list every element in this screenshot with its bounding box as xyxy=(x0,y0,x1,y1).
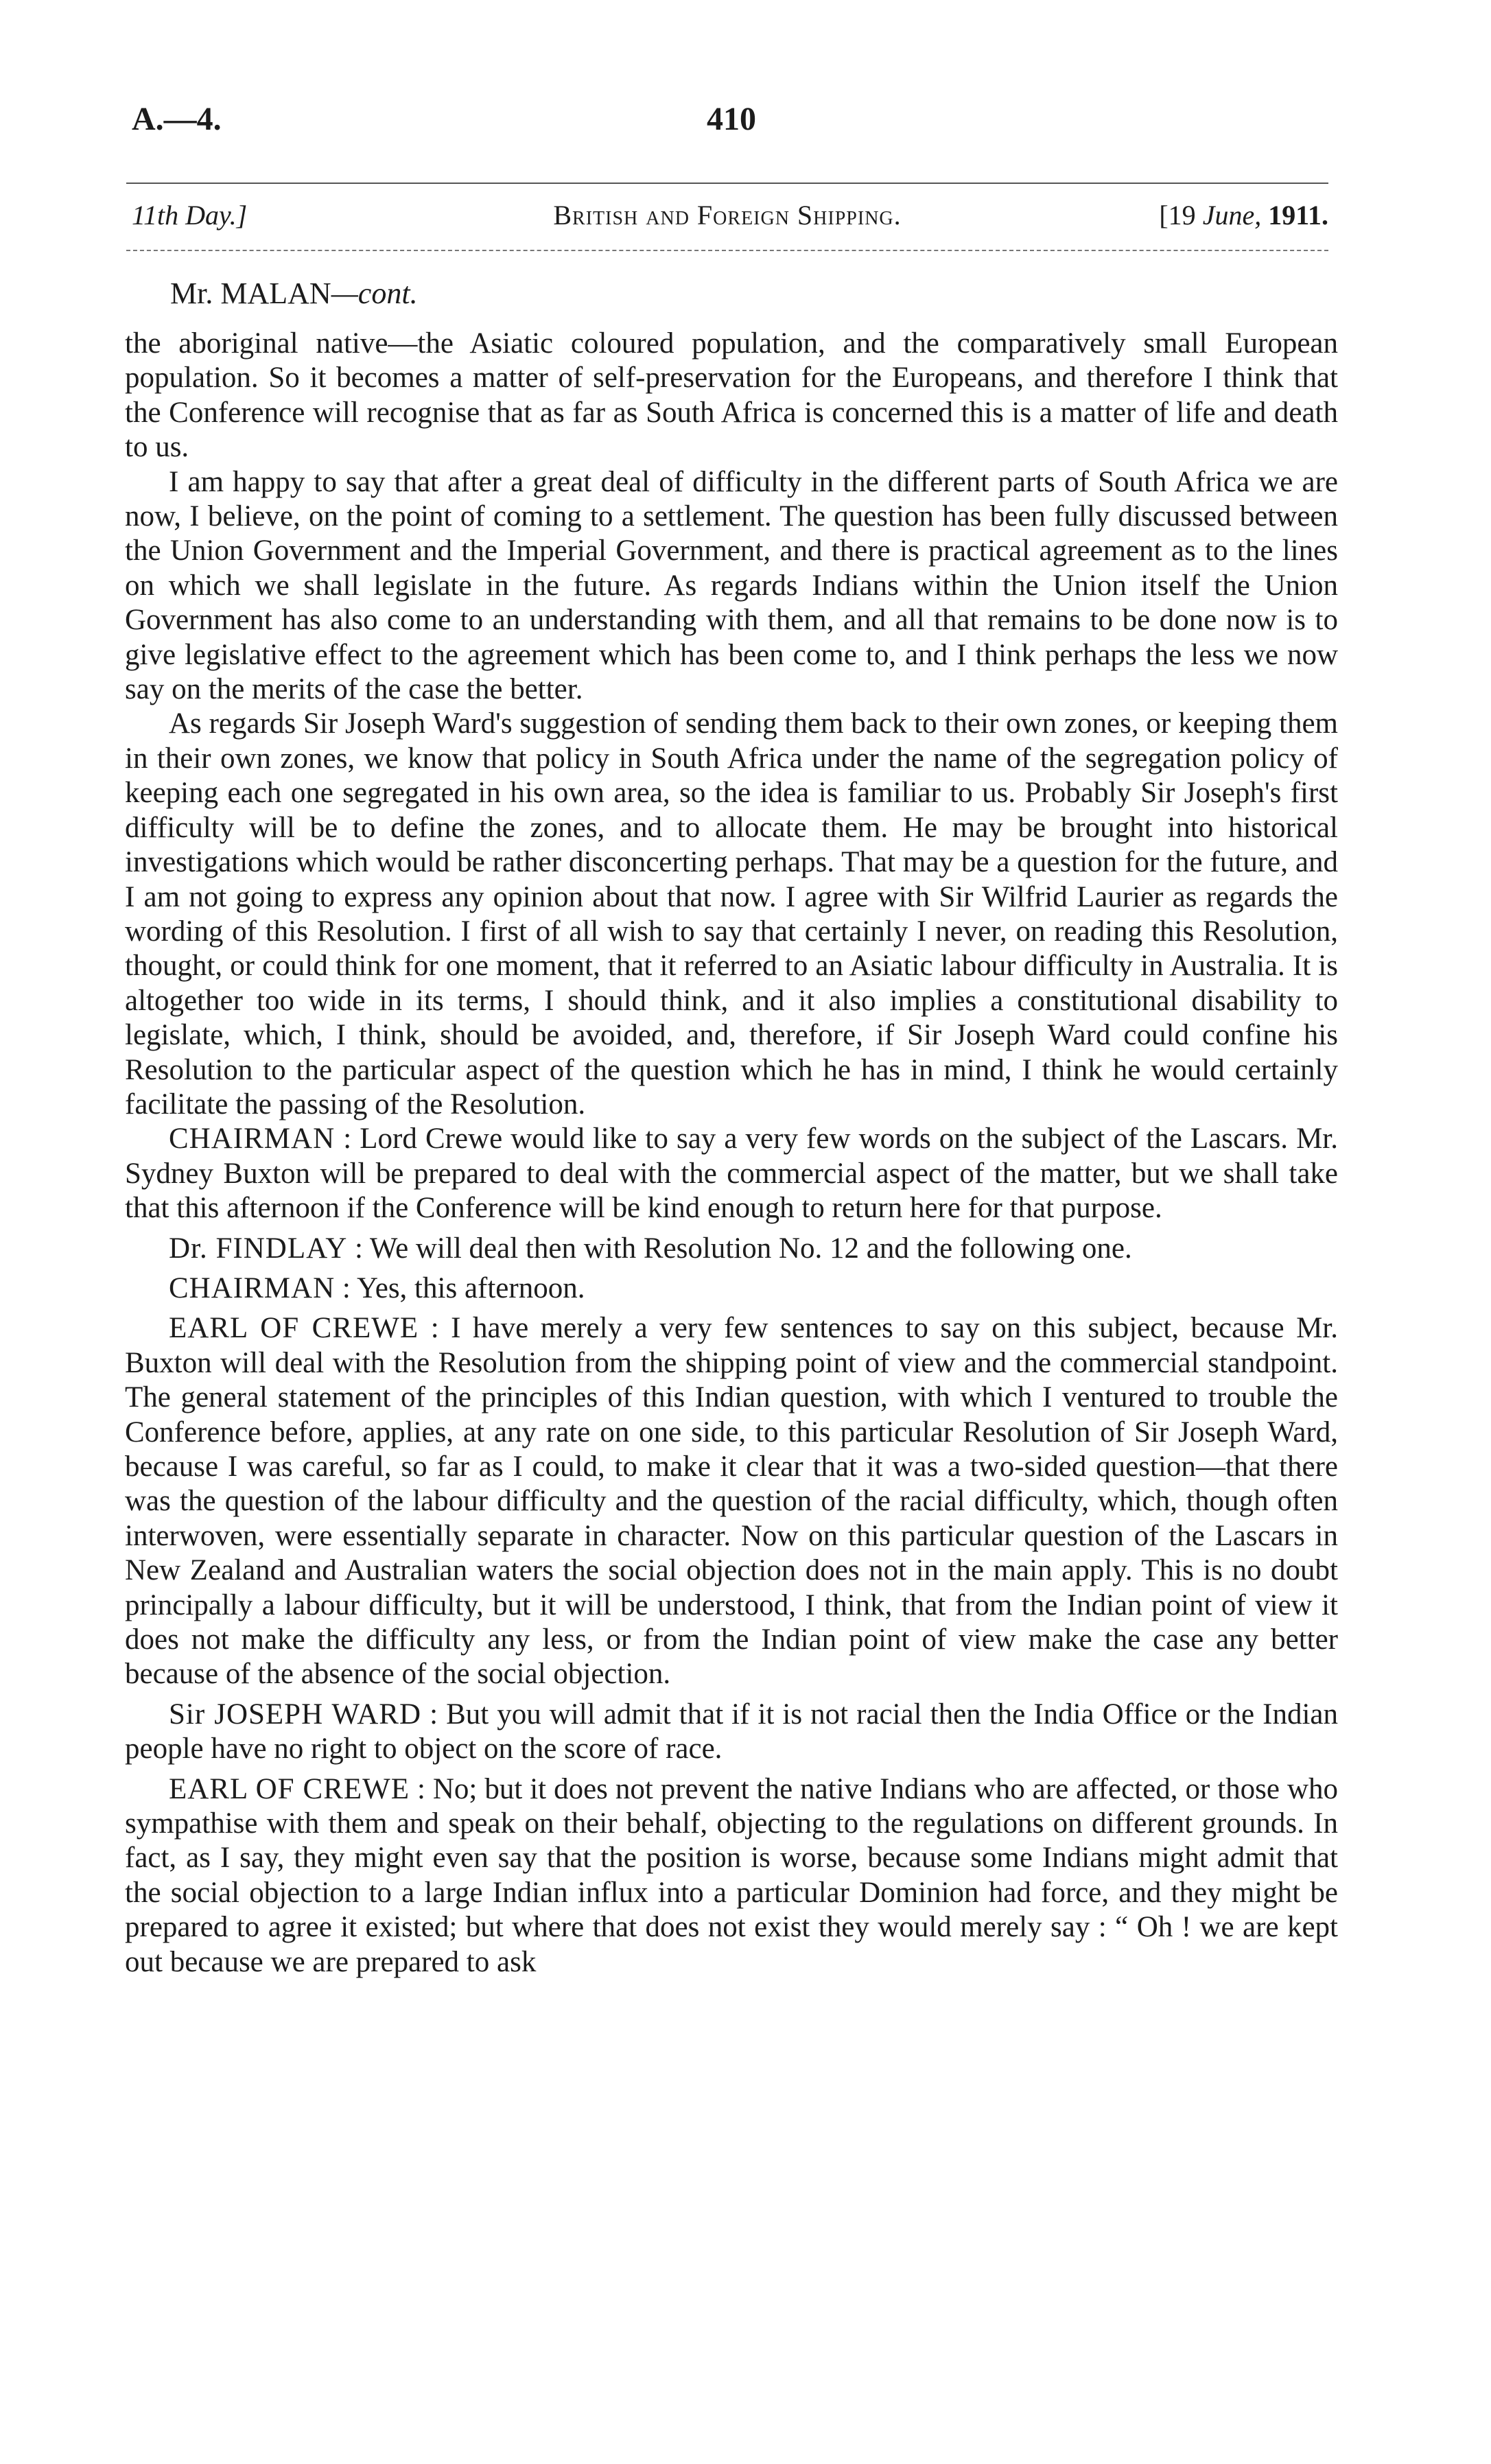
continued-marker: —cont. xyxy=(331,277,418,310)
paragraph-text: : Yes, this afternoon. xyxy=(342,1271,585,1304)
paragraph-text: : But you will admit that if it is not racial then the India Office or the Indian people have no right to object on the score of race. xyxy=(125,1698,1339,1765)
paragraph-speaker: EARL OF CREWE xyxy=(169,1772,410,1805)
paragraph-text: As regards Sir Joseph Ward's suggestion of sending them back to their own zones, or keeping them in their own zones, we know that policy in South Africa under the name of the segregation policy of keeping each one segregated in his own area, so the idea is familiar to us. Probably Sir Joseph's first difficulty will be to define the zones, and to allocate them. He may be brought into historical investigations which would be rather disconcerting perhaps. That may be a question for the future, and I am not going to express any opinion about that now. I agree with Sir Wilfrid Laurier as regards the wording of this Resolution. I first of all wish to say that certainly I never, on reading this Resolution, thought, or could think for one moment, that it referred to an Asiatic labour difficulty in Australia. It is altogether too wide in its terms, I should think, and it also implies a constitutional disability to legislate, which, I think, should be avoided, and, therefore, if Sir Joseph Ward could confine his Resolution to the particular aspect of the question which he has in mind, I think he would certainly facilitate the passing of the Resolution. xyxy=(125,707,1338,1120)
paragraph-speaker: Dr. FINDLAY xyxy=(169,1232,348,1265)
running-head xyxy=(126,199,1328,240)
body-text xyxy=(125,327,1338,1980)
date-prefix: [19 xyxy=(1159,200,1203,231)
page-id: A.—4. xyxy=(132,101,222,137)
paragraph xyxy=(125,1772,1338,1980)
paragraph xyxy=(125,1271,1338,1306)
paragraph-speaker: Sir JOSEPH WARD xyxy=(169,1698,422,1730)
paragraph-text: : We will deal then with Resolution No. 12 and the following one. xyxy=(355,1232,1132,1265)
paragraph-text: : I have merely a very few sentences to say on this subject, because Mr. Buxton will deal with the Resolution from the shipping point of view and the commercial standpoint. The general statement of the principles of this Indian question, with which I ventured to trouble the Conference before, applies, at any rate on one side, to this particular Resolution of Sir Joseph Ward, because I was careful, so far as I could, to make it clear that it was a two-sided question—that there was the question of the labour difficulty and the question of the racial difficulty, which, though often interwoven, were essentially separate in character. Now on this particular question of the Lascars in New Zealand and Australian waters the social objection does not in the main apply. This is no doubt principally a labour difficulty, but it will be understood, I think, that from the Indian point of view it does not make the difficulty any less, or from the Indian point of view make the case any better because of the absence of the social objection. xyxy=(125,1312,1338,1691)
paragraph-speaker: EARL OF CREWE xyxy=(169,1312,419,1345)
continued-speaker-name: Mr. MALAN xyxy=(170,277,331,310)
day-label: 11th Day.] xyxy=(132,200,248,231)
header-bottom-rule xyxy=(126,250,1328,251)
paragraph xyxy=(125,327,1338,465)
paragraph-speaker: CHAIRMAN xyxy=(169,1123,336,1155)
continued-speaker xyxy=(170,276,418,311)
paragraph-text: : Lord Crewe would like to say a very few words on the subject of the Lascars. Mr. Sydney Buxton will be prepared to deal with the commercial aspect of the matter, but we shall take that this afternoon if the Conference will be kind enough to return here for that purpose. xyxy=(125,1123,1338,1225)
paragraph-text: the aboriginal native—the Asiatic coloured population, and the comparatively small European population. So it becomes a matter of self-preservation for the Europeans, and therefore I think that the Conference will recognise that as far as South Africa is concerned this is a matter of life and death to us. xyxy=(125,327,1338,464)
paragraph xyxy=(125,465,1338,707)
paragraph-speaker: CHAIRMAN xyxy=(169,1271,336,1304)
paragraph xyxy=(125,1698,1338,1767)
page-number: 410 xyxy=(707,101,756,137)
paragraph xyxy=(125,1232,1338,1266)
paragraph xyxy=(125,707,1338,1122)
paragraph-text: I am happy to say that after a great deal of difficulty in the different parts of South Africa we are now, I believe, on the point of coming to a settlement. The question has been fully discussed between the Union Government and the Imperial Government, and there is practical agreement as to the lines on which we shall legislate in the future. As regards Indians within the Union itself the Union Government has also come to an understanding with them, and all that remains to be done now is to give legislative effect to the agreement which has been come to, and I think perhaps the less we now say on the merits of the case the better. xyxy=(125,465,1338,706)
date-label xyxy=(1159,199,1328,231)
date-month: June, xyxy=(1202,200,1262,231)
paragraph xyxy=(125,1122,1338,1225)
paragraph xyxy=(125,1311,1338,1691)
header-top-rule xyxy=(126,183,1328,184)
section-title: British and Foreign Shipping. xyxy=(553,200,902,231)
date-year: 1911. xyxy=(1268,200,1328,231)
paragraph-text: : No; but it does not prevent the native Indians who are affected, or those who sympathise with them and speak on their behalf, objecting to the regulations on different grounds. In fact, as I say, they might even say that the position is worse, because some Indians might admit that the social objection to a large Indian influx into a particular Dominion had force, and they might be prepared to agree it existed; but where that does not exist they would merely say : “ Oh ! we are kept out because we are prepared to ask xyxy=(125,1772,1338,1978)
